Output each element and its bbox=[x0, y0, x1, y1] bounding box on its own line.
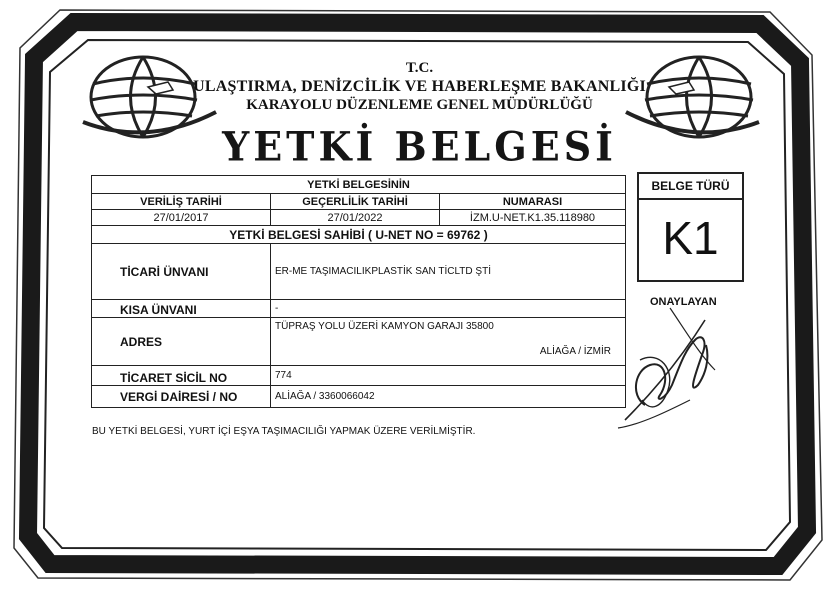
header-directorate: KARAYOLU DÜZENLEME GENEL MÜDÜRLÜĞÜ bbox=[246, 97, 593, 113]
short-name-value: - bbox=[271, 300, 626, 318]
approver-label: ONAYLAYAN bbox=[650, 296, 717, 308]
address-cell bbox=[271, 318, 626, 366]
valid-date: 27/01/2022 bbox=[271, 210, 440, 226]
header-ministry: ULAŞTIRMA, DENİZCİLİK VE HABERLEŞME BAKANLIĞI bbox=[193, 78, 646, 95]
col-number-header: NUMARASI bbox=[440, 194, 626, 210]
col-valid-date-header: GEÇERLİLİK TARİHİ bbox=[271, 194, 440, 210]
tax-office-value: ALİAĞA / 3360066042 bbox=[271, 386, 626, 408]
holder-title: YETKİ BELGESİ SAHİBİ ( U-NET NO = 69762 ) bbox=[92, 226, 626, 244]
address-city: ALİAĞA / İZMİR bbox=[539, 346, 611, 357]
certificate-table bbox=[91, 175, 626, 408]
signature-icon bbox=[610, 300, 730, 440]
address-label: ADRES bbox=[92, 318, 271, 366]
document-type-value: K1 bbox=[637, 196, 744, 282]
address-value: TÜPRAŞ YOLU ÜZERİ KAMYON GARAJI 35800 bbox=[275, 321, 494, 332]
document-title: YETKİ BELGESİ bbox=[222, 122, 617, 171]
issue-date: 27/01/2017 bbox=[92, 210, 271, 226]
section-title: YETKİ BELGESİNİN bbox=[92, 176, 626, 194]
document-type-label: BELGE TÜRÜ bbox=[637, 172, 744, 200]
certificate-number: İZM.U-NET.K1.35.118980 bbox=[440, 210, 626, 226]
trade-name-value: ER-ME TAŞIMACILIKPLASTİK SAN TİCLTD ŞTİ bbox=[271, 244, 626, 300]
col-issue-date-header: VERİLİŞ TARİHİ bbox=[92, 194, 271, 210]
tax-office-label: VERGİ DAİRESİ / NO bbox=[92, 386, 271, 408]
validity-statement: BU YETKİ BELGESİ, YURT İÇİ EŞYA TAŞIMACILIĞI YAPMAK ÜZERE VERİLMİŞTİR. bbox=[92, 426, 476, 437]
trade-name-label: TİCARİ ÜNVANI bbox=[92, 244, 271, 300]
trade-registry-value: 774 bbox=[271, 366, 626, 386]
trade-registry-label: TİCARET SİCİL NO bbox=[92, 366, 271, 386]
short-name-label: KISA ÜNVANI bbox=[92, 300, 271, 318]
header-line-1: T.C. bbox=[405, 60, 434, 76]
